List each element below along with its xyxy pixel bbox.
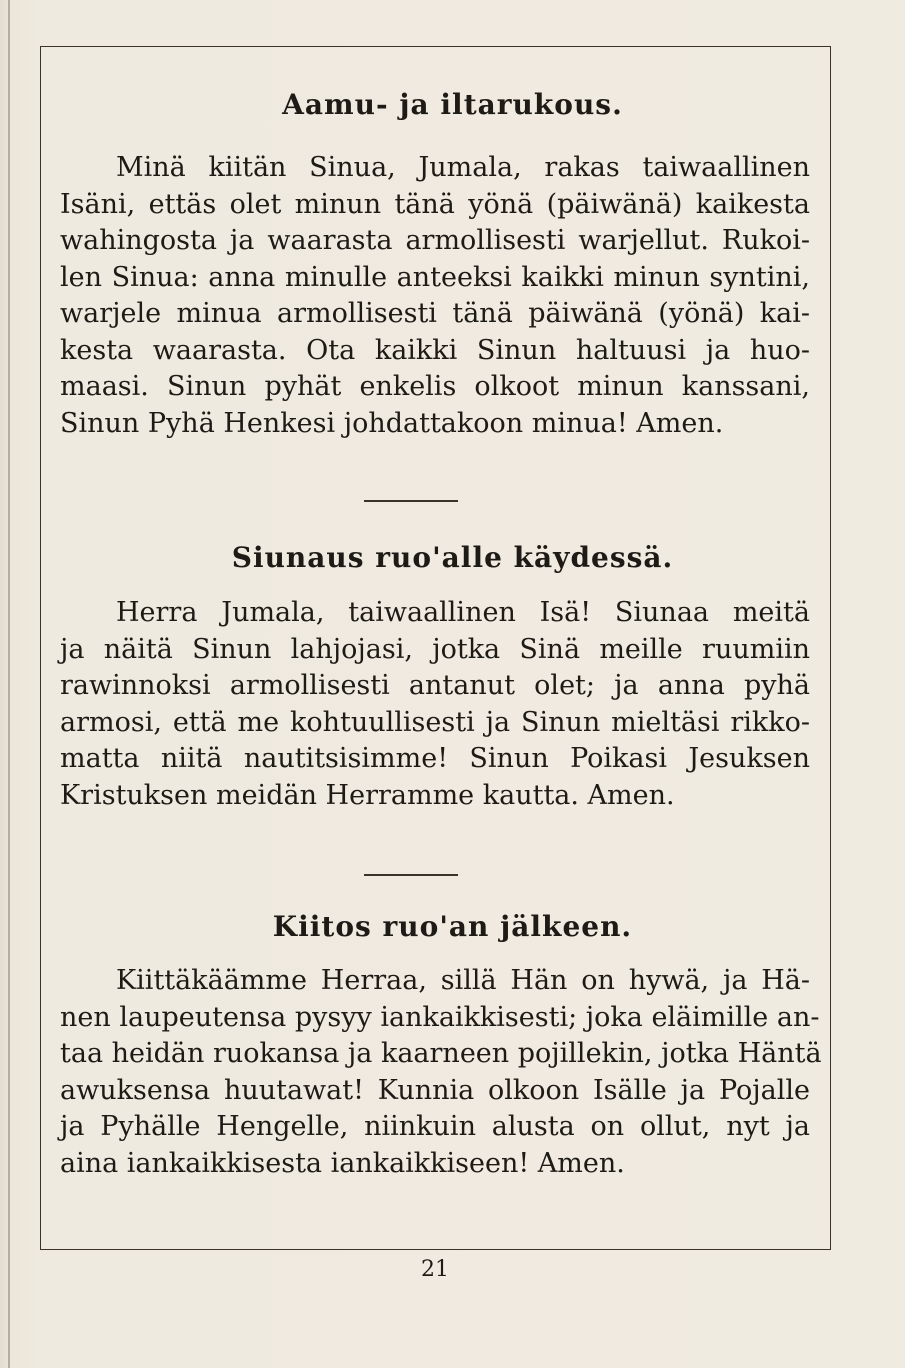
section-body-blessing-before-meal <box>60 595 810 814</box>
text-line: Kiittäkäämme Herraa, sillä Hän on hywä, ja Hä- <box>116 965 810 996</box>
section-title-thanks-after-meal: Kiitos ruo'an jälkeen. <box>272 910 633 943</box>
section-title-blessing-before-meal: Siunaus ruo'alle käydessä. <box>231 541 674 574</box>
text-line: ja Pyhälle Hengelle, niinkuin alusta on ollut, nyt ja <box>60 1111 810 1142</box>
text-line: matta niitä nautitsisimme! Sinun Poikasi Jesuksen <box>60 743 810 774</box>
section-body-morning-evening-prayer <box>60 150 810 442</box>
text-line: wahingosta ja waarasta armollisesti warjellut. Rukoi- <box>60 225 810 256</box>
text-line: Minä kiitän Sinua, Jumala, rakas taiwaallinen <box>116 152 810 183</box>
text-line: awuksensa huutawat! Kunnia olkoon Isälle ja Pojalle <box>60 1074 810 1106</box>
text-line: warjele minua armollisesti tänä päiwänä (yönä) kai- <box>60 298 810 329</box>
text-line: Kristuksen meidän Herramme kautta. Amen. <box>60 779 675 811</box>
section-divider <box>364 500 458 502</box>
text-line: rawinnoksi armollisesti antanut olet; ja anna pyhä <box>60 670 810 701</box>
section-title-morning-evening-prayer: Aamu- ja iltarukous. <box>282 88 623 121</box>
text-line: nen laupeutensa pysyy iankaikkisesti; joka eläimille an- <box>60 1001 820 1033</box>
text-line: maasi. Sinun pyhät enkelis olkoot minun kanssani, <box>60 371 810 402</box>
text-line: len Sinua: anna minulle anteeksi kaikki minun syntini, <box>60 261 810 293</box>
text-line: armosi, että me kohtuullisesti ja Sinun mieltäsi rikko- <box>60 706 810 738</box>
section-divider <box>364 874 458 876</box>
text-line: kesta waarasta. Ota kaikki Sinun haltuusi ja huo- <box>60 334 810 366</box>
text-line: aina iankaikkisesta iankaikkiseen! Amen. <box>60 1147 625 1179</box>
text-line: Sinun Pyhä Henkesi johdattakoon minua! Amen. <box>60 407 724 439</box>
page-number: 21 <box>421 1257 449 1282</box>
page-spine <box>8 0 10 1368</box>
text-line: ja näitä Sinun lahjojasi, jotka Sinä meille ruumiin <box>60 633 810 665</box>
text-line: Isäni, ettäs olet minun tänä yönä (päiwänä) kaikesta <box>60 188 810 220</box>
section-body-thanks-after-meal <box>60 963 822 1182</box>
text-line: Herra Jumala, taiwaallinen Isä! Siunaa meitä <box>116 597 810 628</box>
text-line: taa heidän ruokansa ja kaarneen pojillekin, jotka Häntä <box>60 1038 822 1069</box>
